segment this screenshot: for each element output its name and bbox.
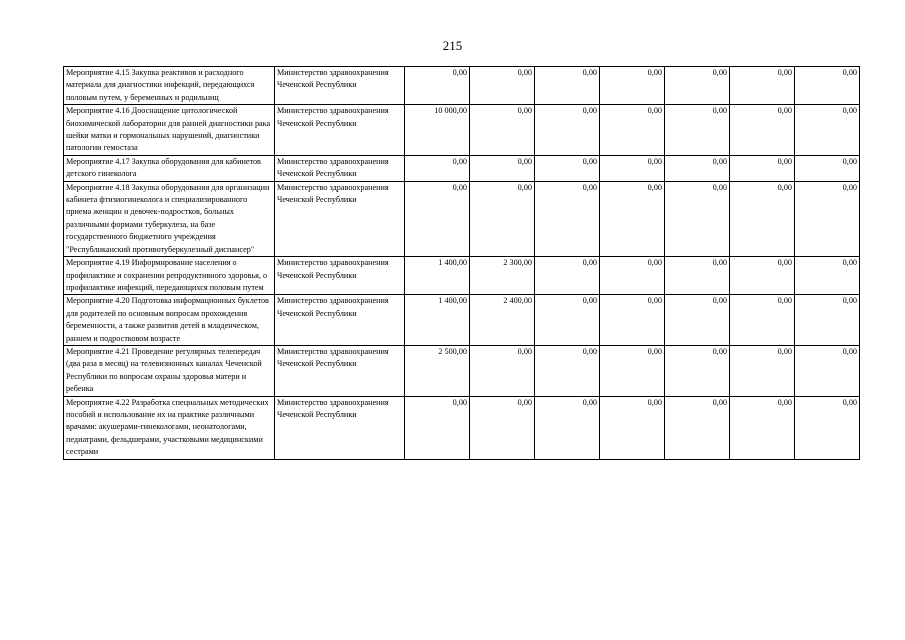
- executor-cell: Министерство здравоохранения Чеченской Республики: [275, 257, 405, 295]
- value-cell: 0,00: [665, 295, 730, 346]
- value-cell: 0,00: [600, 67, 665, 105]
- value-cell: 0,00: [730, 345, 795, 396]
- value-cell: 1 400,00: [405, 257, 470, 295]
- value-cell: 0,00: [405, 396, 470, 459]
- value-cell: 0,00: [730, 105, 795, 156]
- value-cell: 0,00: [600, 295, 665, 346]
- table-row: [64, 105, 860, 156]
- value-cell: 0,00: [665, 67, 730, 105]
- measures-table: [63, 66, 860, 460]
- value-cell: 0,00: [535, 67, 600, 105]
- value-cell: 0,00: [730, 396, 795, 459]
- table-row: [64, 345, 860, 396]
- executor-cell: Министерство здравоохранения Чеченской Республики: [275, 345, 405, 396]
- value-cell: 0,00: [470, 345, 535, 396]
- executor-cell: Министерство здравоохранения Чеченской Республики: [275, 105, 405, 156]
- executor-cell: Министерство здравоохранения Чеченской Республики: [275, 396, 405, 459]
- value-cell: 0,00: [795, 295, 860, 346]
- table-row: [64, 155, 860, 181]
- event-cell: Мероприятие 4.16 Дооснащение цитологической биохимической лаборатории для ранней диагностики рака шейки матки и гормональных нарушений, диагностики патологии гемостаза: [64, 105, 275, 156]
- value-cell: 0,00: [535, 257, 600, 295]
- value-cell: 0,00: [405, 67, 470, 105]
- value-cell: 0,00: [600, 257, 665, 295]
- value-cell: 0,00: [405, 155, 470, 181]
- event-cell: Мероприятие 4.22 Разработка специальных методических пособий и использование их на практике различными врачами: акушерами-гинекологами, неонатологами, педиатрами, фельдшерами, участковыми медицинскими сестрами: [64, 396, 275, 459]
- event-cell: Мероприятие 4.21 Проведение регулярных телепередач (два раза в месяц) на телевизионных каналах Чеченской Республики по вопросам охраны здоровья матери и ребенка: [64, 345, 275, 396]
- executor-cell: Министерство здравоохранения Чеченской Республики: [275, 295, 405, 346]
- value-cell: 1 400,00: [405, 295, 470, 346]
- value-cell: 0,00: [795, 181, 860, 256]
- value-cell: 0,00: [470, 105, 535, 156]
- value-cell: 0,00: [665, 345, 730, 396]
- table-row: [64, 181, 860, 256]
- value-cell: 0,00: [470, 155, 535, 181]
- value-cell: 2 300,00: [470, 257, 535, 295]
- table-row: [64, 257, 860, 295]
- event-cell: Мероприятие 4.20 Подготовка информационных буклетов для родителей по основным вопросам прохождения беременности, а также развития детей в младенческом, раннем и подростковом возрасте: [64, 295, 275, 346]
- executor-cell: Министерство здравоохранения Чеченской Республики: [275, 67, 405, 105]
- value-cell: 0,00: [470, 396, 535, 459]
- value-cell: 0,00: [730, 181, 795, 256]
- page-number: 215: [442, 38, 463, 53]
- value-cell: 2 400,00: [470, 295, 535, 346]
- value-cell: 0,00: [730, 67, 795, 105]
- value-cell: 10 000,00: [405, 105, 470, 156]
- executor-cell: Министерство здравоохранения Чеченской Республики: [275, 181, 405, 256]
- value-cell: 0,00: [795, 257, 860, 295]
- value-cell: 0,00: [665, 181, 730, 256]
- value-cell: 0,00: [535, 105, 600, 156]
- value-cell: 0,00: [600, 181, 665, 256]
- value-cell: 0,00: [535, 295, 600, 346]
- value-cell: 0,00: [665, 257, 730, 295]
- value-cell: 0,00: [470, 67, 535, 105]
- value-cell: 0,00: [665, 155, 730, 181]
- value-cell: 0,00: [535, 345, 600, 396]
- value-cell: 0,00: [470, 181, 535, 256]
- value-cell: 0,00: [600, 155, 665, 181]
- value-cell: 0,00: [730, 295, 795, 346]
- value-cell: 0,00: [730, 155, 795, 181]
- table-body: [64, 67, 860, 460]
- value-cell: 0,00: [535, 396, 600, 459]
- table-row: [64, 396, 860, 459]
- event-cell: Мероприятие 4.15 Закупка реактивов и расходного материала для диагностики инфекций, передающихся половым путем, у беременных и родильниц: [64, 67, 275, 105]
- value-cell: 0,00: [795, 105, 860, 156]
- value-cell: 0,00: [795, 67, 860, 105]
- value-cell: 0,00: [600, 396, 665, 459]
- value-cell: 2 500,00: [405, 345, 470, 396]
- event-cell: Мероприятие 4.17 Закупка оборудования для кабинетов детского гинеколога: [64, 155, 275, 181]
- value-cell: 0,00: [665, 105, 730, 156]
- table-row: [64, 67, 860, 105]
- value-cell: 0,00: [600, 105, 665, 156]
- value-cell: 0,00: [665, 396, 730, 459]
- value-cell: 0,00: [600, 345, 665, 396]
- value-cell: 0,00: [730, 257, 795, 295]
- table-row: [64, 295, 860, 346]
- value-cell: 0,00: [405, 181, 470, 256]
- event-cell: Мероприятие 4.19 Информирование населения о профилактике и сохранении репродуктивного здоровья, о профилактике инфекций, передающихся половым путем: [64, 257, 275, 295]
- value-cell: 0,00: [535, 181, 600, 256]
- value-cell: 0,00: [795, 396, 860, 459]
- event-cell: Мероприятие 4.18 Закупка оборудования для организации кабинета фтизиогинеколога и специализированного приема женщин и девочек-подростков, больных различными формами туберкулеза, на базе государственного бюджетного учреждения "Республиканский противотуберкулезный диспансер": [64, 181, 275, 256]
- executor-cell: Министерство здравоохранения Чеченской Республики: [275, 155, 405, 181]
- value-cell: 0,00: [795, 155, 860, 181]
- value-cell: 0,00: [535, 155, 600, 181]
- value-cell: 0,00: [795, 345, 860, 396]
